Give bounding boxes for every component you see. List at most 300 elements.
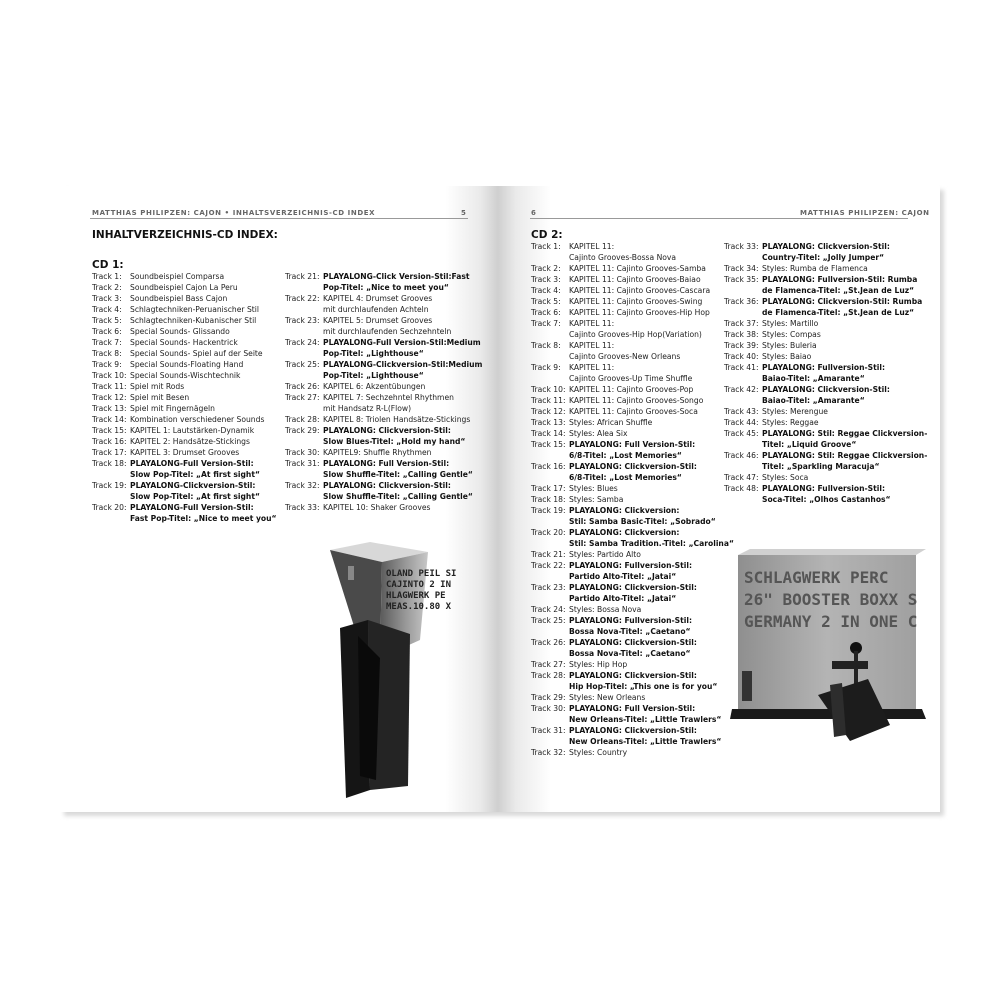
track-number: Track 32: <box>285 481 320 490</box>
track-title-line: KAPITEL 11: <box>569 319 615 328</box>
track-number: Track 11: <box>92 382 127 391</box>
track-title-line: Slow Pop-Titel: „At first sight“ <box>130 492 260 501</box>
track-number: Track 16: <box>92 437 127 446</box>
track-title-line: Styles: Compas <box>762 330 821 339</box>
track-title-line: Cajinto Grooves-Up Time Shuffle <box>569 374 693 383</box>
track-title-line: Soca-Titel: „Olhos Castanhos“ <box>762 495 891 504</box>
track-number: Track 27: <box>285 393 320 402</box>
track-title <box>92 337 292 348</box>
track-number: Track 33: <box>724 242 759 251</box>
track-title-line: KAPITEL 11: <box>569 242 615 251</box>
track-entry <box>285 458 485 480</box>
track-number: Track 19: <box>531 506 566 515</box>
left-page-number: 5 <box>461 209 467 217</box>
track-title-line: Spiel mit Fingernägeln <box>130 404 215 413</box>
track-title-line: Styles: New Orleans <box>569 693 646 702</box>
track-title-line: Schlagtechniken-Peruanischer Stil <box>130 305 259 314</box>
track-title <box>531 307 731 318</box>
track-title-line: PLAYALONG: Clickversion-Stil: Rumba <box>762 297 923 306</box>
track-title-line: PLAYALONG: Clickversion-Stil: <box>569 583 697 592</box>
right-running-head: MATTHIAS PHILIPZEN: CAJON <box>800 209 930 217</box>
track-number: Track 46: <box>724 451 759 460</box>
track-entry <box>531 615 731 637</box>
cajon-stencil-3: GERMANY 2 IN ONE C <box>744 612 918 631</box>
track-entry <box>285 425 485 447</box>
track-number: Track 41: <box>724 363 759 372</box>
track-title-line: Spiel mit Rods <box>130 382 185 391</box>
track-number: Track 31: <box>285 459 320 468</box>
track-number: Track 1: <box>531 242 561 251</box>
track-title-line: KAPITEL 11: Cajinto Grooves-Soca <box>569 407 698 416</box>
track-number: Track 36: <box>724 297 759 306</box>
track-title-line: PLAYALONG: Fullversion-Stil: Rumba <box>762 275 918 284</box>
track-title-line: Hip Hop-Titel: „This one is for you“ <box>569 682 718 691</box>
track-number: Track 9: <box>92 360 122 369</box>
track-number: Track 30: <box>285 448 320 457</box>
track-number: Track 43: <box>724 407 759 416</box>
track-title-line: KAPITEL 11: <box>569 363 615 372</box>
track-number: Track 13: <box>92 404 127 413</box>
track-title-line: Soundbeispiel Cajon La Peru <box>130 283 238 292</box>
track-entry <box>92 282 292 293</box>
track-number: Track 29: <box>285 426 320 435</box>
track-entry <box>724 340 924 351</box>
track-title-line: PLAYALONG-Clickversion-Stil: <box>130 481 256 490</box>
track-number: Track 3: <box>531 275 561 284</box>
track-entry <box>285 381 485 392</box>
right-header-rule <box>530 218 908 219</box>
track-entry <box>531 560 731 582</box>
track-title <box>92 348 292 359</box>
track-entry <box>531 384 731 395</box>
track-number: Track 4: <box>531 286 561 295</box>
track-title-line: KAPITEL 11: Cajinto Grooves-Cascara <box>569 286 711 295</box>
track-title <box>531 285 731 296</box>
track-entry <box>531 406 731 417</box>
track-entry <box>531 670 731 692</box>
track-entry <box>531 692 731 703</box>
page-title: INHALTVERZEICHNIS-CD INDEX: <box>92 229 278 241</box>
track-title-line: Styles: Bossa Nova <box>569 605 642 614</box>
track-title <box>531 296 731 307</box>
track-number: Track 24: <box>285 338 320 347</box>
track-number: Track 31: <box>531 726 566 735</box>
track-title-line: Styles: Soca <box>762 473 809 482</box>
cajon-vent <box>742 671 752 701</box>
track-number: Track 28: <box>531 671 566 680</box>
track-number: Track 44: <box>724 418 759 427</box>
track-entry <box>92 315 292 326</box>
track-entry <box>724 472 924 483</box>
track-entry <box>531 637 731 659</box>
track-title-line: KAPITEL 6: Akzentübungen <box>323 382 426 391</box>
track-number: Track 7: <box>531 319 561 328</box>
track-entry <box>531 439 731 461</box>
track-title-line: Titel: „Sparkling Maracuja“ <box>762 462 880 471</box>
track-entry <box>531 263 731 274</box>
cajon-base <box>730 709 926 719</box>
track-number: Track 12: <box>92 393 127 402</box>
track-title-line: KAPITEL 11: Cajinto Grooves-Songo <box>569 396 704 405</box>
track-number: Track 8: <box>92 349 122 358</box>
track-title <box>92 282 292 293</box>
booster-boxx-photo <box>730 545 926 743</box>
track-entry <box>724 318 924 329</box>
track-title-line: Fast Pop-Titel: „Nice to meet you“ <box>130 514 277 523</box>
cajon-stencil-1: SCHLAGWERK PERC <box>744 568 889 587</box>
track-title-line: PLAYALONG: Fullversion-Stil: <box>762 484 885 493</box>
track-number: Track 10: <box>92 371 127 380</box>
cajinto-stencil-3: HLAGWERK PE <box>386 591 446 601</box>
track-entry <box>531 274 731 285</box>
track-entry <box>92 458 292 480</box>
track-title-line: Titel: „Liquid Groove“ <box>762 440 857 449</box>
track-title-line: Bossa Nova-Titel: „Caetano“ <box>569 649 691 658</box>
track-number: Track 48: <box>724 484 759 493</box>
track-entry <box>92 304 292 315</box>
track-title-line: PLAYALONG: Clickversion: <box>569 528 680 537</box>
track-title-line: KAPITEL9: Shuffle Rhythmen <box>323 448 432 457</box>
track-entry <box>531 340 731 362</box>
track-number: Track 18: <box>531 495 566 504</box>
track-title <box>531 274 731 285</box>
track-entry <box>285 271 485 293</box>
track-entry <box>531 527 734 549</box>
track-title <box>92 359 292 370</box>
track-number: Track 22: <box>531 561 566 570</box>
cd2-column-1 <box>531 241 734 758</box>
track-title-line: mit Handsatz R-L(Flow) <box>323 404 412 413</box>
track-title-line: Styles: Buleria <box>762 341 817 350</box>
track-entry <box>285 414 485 425</box>
track-title-line: KAPITEL 8: Triolen Handsätze-Stickings <box>323 415 471 424</box>
track-title-line: Bossa Nova-Titel: „Caetano“ <box>569 627 691 636</box>
track-entry <box>724 450 928 472</box>
track-number: Track 22: <box>285 294 320 303</box>
track-title-line: Slow Blues-Titel: „Hold my hand“ <box>323 437 466 446</box>
track-number: Track 34: <box>724 264 759 273</box>
track-title-line: mit durchlaufenden Achteln <box>323 305 429 314</box>
track-title-line: Special Sounds- Hackentrick <box>130 338 238 347</box>
track-title-line: Styles: Partido Alto <box>569 550 641 559</box>
track-number: Track 5: <box>531 297 561 306</box>
track-number: Track 20: <box>531 528 566 537</box>
track-title <box>92 293 292 304</box>
track-title <box>531 340 731 362</box>
track-title-line: Styles: Merengue <box>762 407 828 416</box>
track-title-line: Slow Shuffle-Titel: „Calling Gentle“ <box>323 492 473 501</box>
track-entry <box>531 582 731 604</box>
cajinto-stencil-4: MEAS.10.80 X <box>386 602 452 612</box>
track-title-line: PLAYALONG-Full Version-Stil:Medium <box>323 338 481 347</box>
track-title-line: Baiao-Titel: „Amarante“ <box>762 374 865 383</box>
track-title-line: KAPITEL 11: Cajinto Grooves-Swing <box>569 297 703 306</box>
track-entry <box>285 502 485 513</box>
track-title-line: Special Sounds- Glissando <box>130 327 230 336</box>
track-entry <box>531 395 731 406</box>
track-entry <box>724 483 924 505</box>
track-number: Track 10: <box>531 385 566 394</box>
track-entry <box>531 703 731 725</box>
track-title <box>531 318 731 340</box>
track-entry <box>92 403 292 414</box>
track-entry <box>724 384 924 406</box>
track-title-line: Styles: Country <box>569 748 628 757</box>
track-title-line: PLAYALONG: Full Version-Stil: <box>569 440 696 449</box>
track-title-line: Schlagtechniken-Kubanischer Stil <box>130 316 257 325</box>
track-title-line: 6/8-Titel: „Lost Memories“ <box>569 451 682 460</box>
track-title-line: New Orleans-Titel: „Little Trawlers“ <box>569 737 722 746</box>
cd2-column-2 <box>724 241 928 505</box>
cajon-top <box>738 549 926 555</box>
track-entry <box>531 461 731 483</box>
track-title-line: Partido Alto-Titel: „Jatai“ <box>569 572 677 581</box>
track-entry <box>92 293 292 304</box>
track-number: Track 14: <box>531 429 566 438</box>
track-number: Track 39: <box>724 341 759 350</box>
track-title-line: Styles: African Shuffle <box>569 418 653 427</box>
track-number: Track 2: <box>531 264 561 273</box>
track-title <box>92 326 292 337</box>
track-title-line: New Orleans-Titel: „Little Trawlers“ <box>569 715 722 724</box>
track-entry <box>724 296 924 318</box>
track-number: Track 11: <box>531 396 566 405</box>
track-number: Track 26: <box>531 638 566 647</box>
track-number: Track 15: <box>531 440 566 449</box>
track-title-line: Cajinto Grooves-Bossa Nova <box>569 253 677 262</box>
track-number: Track 23: <box>531 583 566 592</box>
track-entry <box>531 417 731 428</box>
track-title-line: de Flamenca-Titel: „St.Jean de Luz“ <box>762 308 915 317</box>
track-entry <box>92 436 292 447</box>
track-entry <box>531 285 731 296</box>
track-entry <box>531 362 731 384</box>
track-title-line: PLAYALONG: Stil: Reggae Clickversion- <box>762 429 928 438</box>
track-entry <box>92 480 292 502</box>
track-title-line: PLAYALONG: Clickversion-Stil: <box>569 671 697 680</box>
cd2-heading: CD 2: <box>531 229 563 241</box>
track-number: Track 13: <box>531 418 566 427</box>
track-number: Track 2: <box>92 283 122 292</box>
track-title-line: Styles: Martillo <box>762 319 819 328</box>
track-entry <box>724 351 924 362</box>
track-entry <box>531 241 731 263</box>
track-title-line: KAPITEL 3: Drumset Grooves <box>130 448 240 457</box>
track-title-line: Stil: Samba Basic-Titel: „Sobrado“ <box>569 517 716 526</box>
track-number: Track 30: <box>531 704 566 713</box>
track-number: Track 20: <box>92 503 127 512</box>
track-title-line: PLAYALONG: Clickversion-Stil: <box>762 242 890 251</box>
track-title-line: Slow Pop-Titel: „At first sight“ <box>130 470 260 479</box>
track-title-line: PLAYALONG: Clickversion-Stil: <box>569 462 697 471</box>
track-title <box>92 304 292 315</box>
track-number: Track 3: <box>92 294 122 303</box>
track-title-line: PLAYALONG: Full Version-Stil: <box>569 704 696 713</box>
track-number: Track 25: <box>285 360 320 369</box>
track-entry <box>92 447 292 458</box>
track-number: Track 21: <box>285 272 320 281</box>
track-entry <box>92 425 292 436</box>
track-title-line: Partido Alto-Titel: „Jatai“ <box>569 594 677 603</box>
track-number: Track 40: <box>724 352 759 361</box>
track-title-line: PLAYALONG: Clickversion-Stil: <box>569 726 697 735</box>
track-title-line: Styles: Samba <box>569 495 624 504</box>
track-entry <box>531 318 731 340</box>
track-title-line: PLAYALONG-Click Version-Stil:Fast <box>323 272 470 281</box>
track-title <box>92 271 292 282</box>
track-title-line: Styles: Blues <box>569 484 618 493</box>
track-title-line: PLAYALONG-Full Version-Stil: <box>130 503 254 512</box>
track-title-line: Styles: Reggae <box>762 418 819 427</box>
track-entry <box>724 241 924 263</box>
track-title-line: PLAYALONG-Full Version-Stil: <box>130 459 254 468</box>
track-number: Track 17: <box>92 448 127 457</box>
track-number: Track 6: <box>531 308 561 317</box>
track-entry <box>92 359 292 370</box>
track-title-line: Cajinto Grooves-New Orleans <box>569 352 681 361</box>
track-number: Track 28: <box>285 415 320 424</box>
pedal-clamp <box>832 661 868 669</box>
track-title-line: KAPITEL 11: Cajinto Grooves-Pop <box>569 385 694 394</box>
track-number: Track 7: <box>92 338 122 347</box>
track-title <box>92 315 292 326</box>
track-title-line: KAPITEL 11: Cajinto Grooves-Hip Hop <box>569 308 710 317</box>
track-number: Track 23: <box>285 316 320 325</box>
cajinto-photo <box>318 540 457 798</box>
track-title-line: Styles: Baiao <box>762 352 812 361</box>
track-number: Track 25: <box>531 616 566 625</box>
track-title-line: KAPITEL 11: Cajinto Grooves-Baiao <box>569 275 701 284</box>
track-entry <box>92 381 292 392</box>
right-page-number: 6 <box>531 209 537 217</box>
track-number: Track 35: <box>724 275 759 284</box>
cajinto-stencil-1: OLAND PEIL SI <box>386 569 457 579</box>
track-title-line: Spiel mit Besen <box>130 393 190 402</box>
track-title-line: KAPITEL 4: Drumset Grooves <box>323 294 433 303</box>
track-number: Track 37: <box>724 319 759 328</box>
track-number: Track 32: <box>531 748 566 757</box>
track-number: Track 26: <box>285 382 320 391</box>
track-number: Track 29: <box>531 693 566 702</box>
track-number: Track 47: <box>724 473 759 482</box>
track-entry <box>531 494 731 505</box>
track-entry <box>531 483 731 494</box>
track-title-line: Slow Shuffle-Titel: „Calling Gentle“ <box>323 470 473 479</box>
track-title-line: Special Sounds-Wischtechnik <box>130 371 241 380</box>
track-title-line: KAPITEL 7: Sechzehntel Rhythmen <box>323 393 454 402</box>
track-title-line: KAPITEL 5: Drumset Grooves <box>323 316 433 325</box>
track-title-line: PLAYALONG: Full Version-Stil: <box>323 459 450 468</box>
track-title-line: KAPITEL 1: Lautstärken-Dynamik <box>130 426 255 435</box>
track-title-line: Styles: Rumba de Flamenca <box>762 264 868 273</box>
track-entry <box>531 659 731 670</box>
track-number: Track 18: <box>92 459 127 468</box>
track-number: Track 1: <box>92 272 122 281</box>
track-title-line: Pop-Titel: „Nice to meet you“ <box>323 283 449 292</box>
track-title-line: de Flamenca-Titel: „St.Jean de Luz“ <box>762 286 915 295</box>
track-number: Track 5: <box>92 316 122 325</box>
track-number: Track 12: <box>531 407 566 416</box>
track-title-line: Kombination verschiedener Sounds <box>130 415 265 424</box>
track-title-line: Soundbeispiel Bass Cajon <box>130 294 228 303</box>
track-title-line: Styles: Hip Hop <box>569 660 628 669</box>
track-title-line: PLAYALONG: Fullversion-Stil: <box>569 561 692 570</box>
track-entry <box>531 307 731 318</box>
track-number: Track 15: <box>92 426 127 435</box>
track-entry <box>92 348 292 359</box>
track-entry <box>92 392 292 403</box>
track-number: Track 17: <box>531 484 566 493</box>
track-entry <box>285 480 485 502</box>
track-number: Track 14: <box>92 415 127 424</box>
track-entry <box>531 296 731 307</box>
track-entry <box>724 428 928 450</box>
track-title-line: KAPITEL 10: Shaker Grooves <box>323 503 431 512</box>
track-title-line: PLAYALONG-Clickversion-Stil:Medium <box>323 360 483 369</box>
track-entry <box>285 337 485 359</box>
track-entry <box>531 604 731 615</box>
track-number: Track 8: <box>531 341 561 350</box>
track-entry <box>92 326 292 337</box>
track-title-line: KAPITEL 11: <box>569 341 615 350</box>
track-entry <box>531 747 731 758</box>
track-title-line: Baiao-Titel: „Amarante“ <box>762 396 865 405</box>
track-number: Track 27: <box>531 660 566 669</box>
track-title-line: PLAYALONG: Clickversion-Stil: <box>762 385 890 394</box>
track-number: Track 16: <box>531 462 566 471</box>
track-entry <box>285 359 485 381</box>
track-title-line: mit durchlaufenden Sechzehnteln <box>323 327 452 336</box>
track-title-line: Cajinto Grooves-Hip Hop(Variation) <box>569 330 702 339</box>
track-title-line: PLAYALONG: Clickversion-Stil: <box>323 481 451 490</box>
track-entry <box>724 263 924 274</box>
track-title-line: Pop-Titel: „Lighthouse“ <box>323 349 424 358</box>
track-entry <box>285 315 485 337</box>
track-title-line: Country-Titel: „Jolly Jumper“ <box>762 253 885 262</box>
track-entry <box>285 447 485 458</box>
track-entry <box>724 362 924 384</box>
track-title-line: PLAYALONG: Stil: Reggae Clickversion- <box>762 451 928 460</box>
track-entry <box>92 502 292 524</box>
cd1-column-1 <box>92 271 292 524</box>
track-entry <box>724 406 924 417</box>
track-title-line: KAPITEL 11: Cajinto Grooves-Samba <box>569 264 706 273</box>
track-number: Track 19: <box>92 481 127 490</box>
track-number: Track 33: <box>285 503 320 512</box>
track-number: Track 42: <box>724 385 759 394</box>
track-entry <box>724 274 924 296</box>
track-entry <box>285 392 485 414</box>
track-entry <box>531 505 731 527</box>
track-entry <box>531 549 731 560</box>
track-title-line: Special Sounds- Spiel auf der Seite <box>130 349 263 358</box>
track-number: Track 4: <box>92 305 122 314</box>
track-entry <box>285 293 485 315</box>
track-title-line: Styles: Alea Six <box>569 429 628 438</box>
track-title-line: PLAYALONG: Fullversion-Stil: <box>569 616 692 625</box>
track-title-line: Pop-Titel: „Lighthouse“ <box>323 371 424 380</box>
left-header-rule <box>90 218 468 219</box>
track-entry <box>92 271 292 282</box>
track-title-line: PLAYALONG: Clickversion-Stil: <box>569 638 697 647</box>
track-number: Track 24: <box>531 605 566 614</box>
track-entry <box>531 725 731 747</box>
track-entry <box>724 417 924 428</box>
track-title-line: PLAYALONG: Clickversion-Stil: <box>323 426 451 435</box>
vent-grille <box>348 566 354 580</box>
track-entry <box>92 337 292 348</box>
track-title <box>531 263 731 274</box>
